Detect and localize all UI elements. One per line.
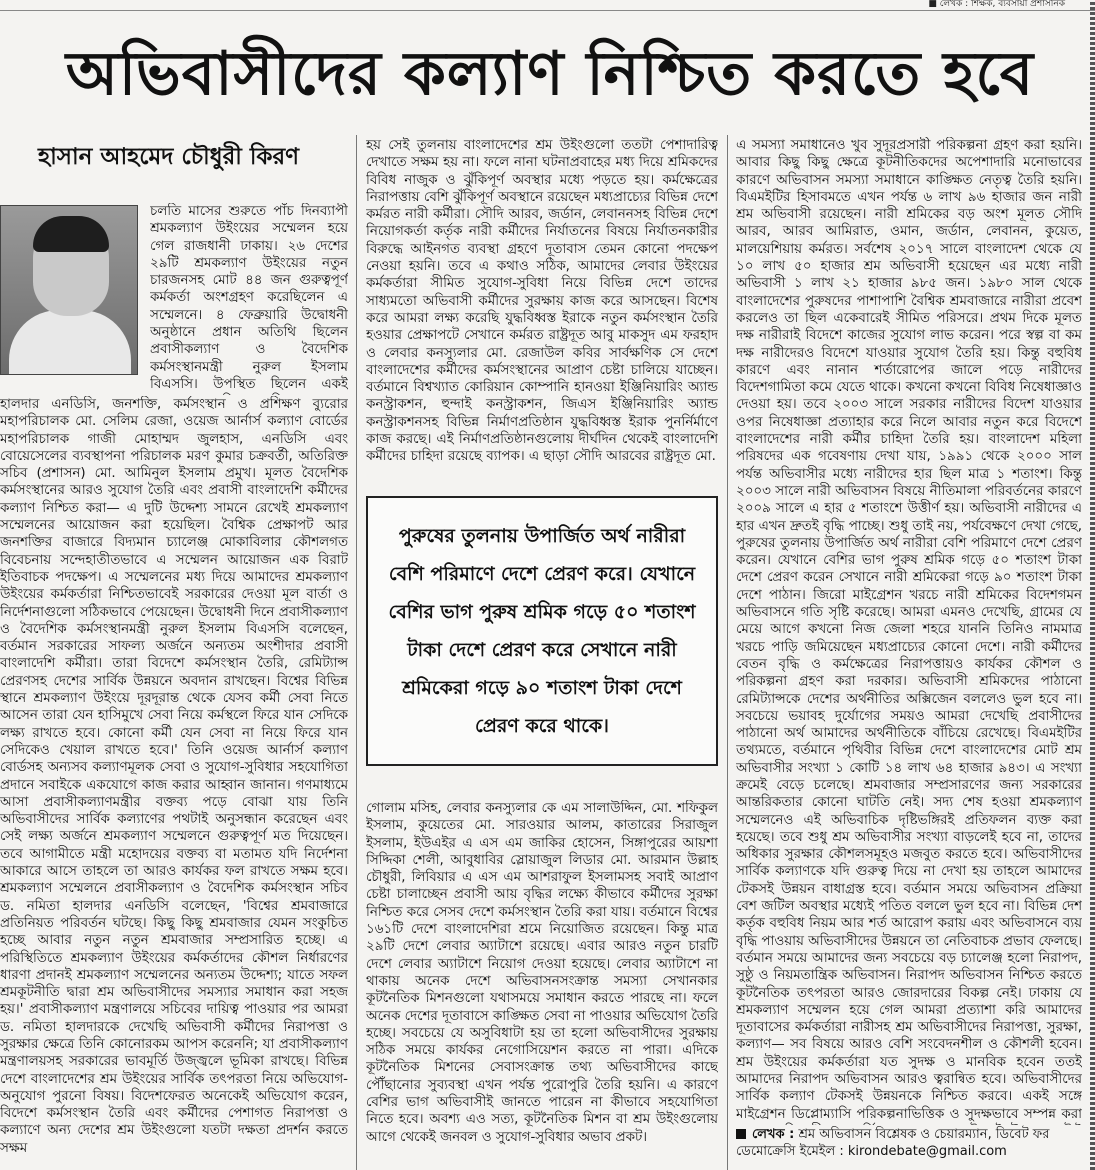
photo-hair-shape xyxy=(33,216,109,252)
top-strip-right: ■ লেখক : শিক্ষক, ব্যবসায়ী প্রশাসনিক xyxy=(928,0,1065,9)
article-headline: অভিবাসীদের কল্যাণ নিশ্চিত করতে হবে xyxy=(65,39,1035,109)
column-divider-2 xyxy=(727,135,728,1170)
top-strip xyxy=(0,0,1095,11)
author-note-text: শ্রম অভিবাসন বিশ্লেষক ও চেয়ারম্যান, ডিবেট ফর ডেমোক্রেসি ইমেইল : kirondebate@gmail.com xyxy=(736,1127,1050,1159)
pull-quote-box xyxy=(366,496,718,766)
column-2-top xyxy=(366,137,718,485)
author-note xyxy=(736,1126,1082,1160)
article-byline: হাসান আহমেদ চৌধুরী কিরণ xyxy=(38,144,300,170)
column-2-bottom-text: গোলাম মসিহ, লেবার কনস্যুলার কে এম সালাউদ্দিন, মো. শফিকুল ইসলাম, কুয়েতের মো. সারওয়ার আলম, কাতারের সিরাজুল ইসলাম, ইউএইর এ এস এম জাকির হোসেন, সিঙ্গাপুরের আয়শা সিদ্দিকা শেলী, আবুধাবির স্লোয়াজুল লিডার মো. আরমান উল্লাহ চৌধুরী, লিবিয়ার এ এস এম আশরাফুল ইসলামসহ সবাই আপ্রাণ চেষ্টা চালাচ্ছেন প্রবাসী আয় বৃদ্ধির লক্ষ্যে কীভাবে কর্মীদের সুরক্ষা নিশ্চিত করে সেসব দেশে কর্মসংস্থান তৈরি করা যায়। বর্তমানে বিশ্বের ১৬১টি দেশে বাংলাদেশিরা শ্রমে নিয়োজিত রয়েছেন। কিন্তু মাত্র ২৯টি দেশে লেবার অ্যাটাশে রয়েছে। এবার আরও নতুন চারটি দেশে লেবার অ্যাটাশে নিয়োগ দেওয়া হয়েছে। লেবার অ্যাটাশে না থাকায় অনেক দেশে অভিবাসনসংক্রান্ত সমস্যা সেখানকার কূটনৈতিক মিশনগুলো যথাসময়ে সমাধান করতে পারছে না। ফলে অনেক দেশের দূতাবাসে কাঙ্ক্ষিত সেবা না পাওয়ার অভিযোগ তৈরি হচ্ছে। সবচেয়ে যে অসুবিধাটা হয় তা হলো অভিবাসীদের সুরক্ষায় সঠিক সময়ে কার্যকর নেগোসিয়েশন করতে না পারা। এদিকে কূটনৈতিক মিশনের সেবাসংক্রান্ত তথ্য অভিবাসীদের কাছে পৌঁছানোর সুব্যবস্থা এখন পর্যন্ত পুরোপুরি তৈরি হয়নি। এ কারণে বেশির ভাগ অভিবাসীই জানতে পারেন না কীভাবে সহযোগিতা নিতে হবে। অবশ্য এও সত্য, কূটনৈতিক মিশন বা শ্রম উইংগুলোয় আগে থেকেই জনবল ও সুযোগ-সুবিধার অভাব প্রকট। xyxy=(366,801,718,1145)
column-divider-1 xyxy=(356,135,357,1170)
column-1-body xyxy=(0,396,348,1170)
pull-quote-text: পুরুষের তুলনায় উপার্জিত অর্থ নারীরা বেশি পরিমাণে দেশে প্রেরণ করে। যেখানে বেশির ভাগ পুরুষ শ্রমিক গড়ে ৫০ শতাংশ টাকা দেশে প্রেরণ করে সেখানে নারী শ্রমিকেরা গড়ে ৯০ শতাংশ টাকা দেশে প্রেরণ করে থাকে। xyxy=(388,525,696,737)
column-2-bottom xyxy=(366,800,718,1170)
column-3-text: এ সমস্যা সমাধানেও খুব সুদূরপ্রসারী পরিকল্পনা গ্রহণ করা হয়নি। আবার কিছু কিছু ক্ষেত্রে কূটনীতিকদের অপেশাদারি মনোভাবের কারণে অভিবাসন সমস্যা সমাধানে কাঙ্ক্ষিত নেতৃত্ব তৈরি হয়নি। বিএমইটির হিসাবমতে এখন পর্যন্ত ৬ লাখ ৯৬ হাজার জন নারী শ্রম অভিবাসী রয়েছেন। নারী শ্রমিকের বড় অংশ মূলত সৌদি আরব, আরব আমিরাত, ওমান, জর্ডান, লেবানন, কুয়েত, মালয়েশিয়ায় কর্মরত। সর্বশেষ ২০১৭ সালে বাংলাদেশ থেকে যে ১০ লাখ ৫০ হাজার শ্রম অভিবাসী হয়েছেন এর মধ্যে নারী অভিবাসী ১ লাখ ২১ হাজার ৯৮৫ জন। ১৯৮০ সাল থেকে বাংলাদেশের পুরুষদের পাশাপাশি বৈশ্বিক শ্রমবাজারে নারীরা প্রবেশ করলেও তা ছিল একেবারেই সীমিত পরিসরে। প্রথম দিকে মূলত দক্ষ নারীরাই বিদেশে কাজের সুযোগ লাভ করেন। পরে স্বল্প বা কম দক্ষ নারীদেরও বিদেশে যাওয়ার সুযোগ তৈরি হয়। কিন্তু বহুবিধ কারণে এবং নানান শর্তারোপের জালে পড়ে নারীদের বিদেশগামিতা কমে যেতে থাকে। কখনো কখনো বিবিধ নিষেধাজ্ঞাও দেওয়া হয়। তবে ২০০৩ সালে সরকার নারীদের বিদেশ যাওয়ার ওপর নিষেধাজ্ঞা প্রত্যাহার করে নিলে আবার নতুন করে বিদেশে বাংলাদেশের নারী কর্মীর চাহিদা তৈরি হয়। বাংলাদেশ মহিলা পরিষদের এক গবেষণায় দেখা যায়, ১৯৯১ থেকে ২০০০ সাল পর্যন্ত অভিবাসীর মধ্যে নারীদের হার ছিল মাত্র ১ শতাংশ। কিন্তু ২০০৩ সালে নারী অভিবাসন বিষয়ে নীতিমালা পরিবর্তনের কারণে ২০০৯ সালে এ হার ৫ শতাংশে উত্তীর্ণ হয়। অভিবাসী নারীদের এ হার এখন দ্রুতই বৃদ্ধি পাচ্ছে। শুধু তাই নয়, পর্যবেক্ষণে দেখা গেছে, পুরুষের তুলনায় উপার্জিত অর্থ নারীরা বেশি পরিমাণে দেশে প্রেরণ করেন। যেখানে বেশির ভাগ পুরুষ শ্রমিক গড়ে ৫০ শতাংশ টাকা দেশে প্রেরণ করেন সেখানে নারী শ্রমিকেরা গড়ে ৯০ শতাংশ টাকা দেশে পাঠান। জিরো মাইগ্রেশন খরচে নারী শ্রমিকের বিদেশগমন অভিবাসনে গতি সৃষ্টি করেছে। আমরা এমনও দেখেছি, গ্রামের যে মেয়ে আগে কখনো নিজ জেলা শহরে যাননি তিনিও নামমাত্র খরচে পাড়ি জমিয়েছেন মধ্যপ্রাচ্যের কোনো দেশে। নারী কর্মীদের বেতন বৃদ্ধি ও কর্মক্ষেত্রের নিরাপত্তায়ও কার্যকর কৌশল ও পরিকল্পনা গ্রহণ করা দরকার। অভিবাসী শ্রমিকদের পাঠানো রেমিট্যান্সকে দেশের অর্থনীতির অক্সিজেন বললেও ভুল হবে না। সবচেয়ে ভয়াবহ দুর্যোগের সময়ও আমরা দেখেছি প্রবাসীদের পাঠানো অর্থ আমাদের অর্থনীতিকে বাঁচিয়ে রেখেছে। বিএমইটির তথ্যমতে, বর্তমানে পৃথিবীর বিভিন্ন দেশে বাংলাদেশের মোট শ্রম অভিবাসীর সংখ্যা ১ কোটি ১৪ লাখ ৬৪ হাজার ৯৪৩। এ সংখ্যা ক্রমেই বেড়ে চলেছে। শ্রমবাজার সম্প্রসারণের জন্য সরকারের আন্তরিকতার কোনো ঘাটতি নেই। সদ্য শেষ হওয়া শ্রমকল্যাণ সম্মেলনেও এই অভিবাচিক দৃষ্টিভঙ্গিরই প্রতিফলন ব্যক্ত করা হয়েছে। তবে শুধু শ্রম অভিবাসীর সংখ্যা বাড়লেই হবে না, তাদের অধিকার সুরক্ষার কৌশলসমূহও মজবুত করতে হবে। অভিবাসীদের সার্বিক কল্যাণকে যদি গুরুত্ব দিয়ে না দেখা হয় তাহলে আমাদের টেকসই উন্নয়ন বাধাগ্রস্ত হবে। বর্তমান সময়ে অভিবাসন প্রক্রিয়া বেশ জটিল অবস্থার মধ্যেই পতিত বললে ভুল হবে না। বিভিন্ন দেশ কর্তৃক বহুবিধ নিয়ম আর শর্ত আরোপ করায় এবং অভিবাসনে ব্যয় বৃদ্ধি পাওয়ায় অভিবাসীদের উন্নয়নে তা নেতিবাচক প্রভাব ফেলছে। বর্তমান সময়ে আমাদের জন্য সবচেয়ে বড় চ্যালেঞ্জ হলো নিরাপদ, সুষ্ঠু ও নিয়মতান্ত্রিক অভিবাসন। নিরাপদ অভিবাসন নিশ্চিত করতে কূটনৈতিক তৎপরতা আরও জোরদারের বিকল্প নেই। ঢাকায় যে শ্রমকল্যাণ সম্মেলন হয়ে গেল আমরা প্রত্যাশা করি আমাদের দূতাবাসের কর্মকর্তারা নারীসহ শ্রম অভিবাসীদের নিরাপত্তা, সুরক্ষা, কল্যাণ— সব বিষয়ে আরও বেশি সংবেদনশীল ও কৌশলী হবেন। শ্রম উইংয়ের কর্মকর্তারা যত সুদক্ষ ও মানবিক হবেন ততই আমাদের নিরাপদ অভিবাসন আরও ত্বরান্বিত হবে। অভিবাসীদের সার্বিক কল্যাণ টেকসই উন্নয়নকে নিশ্চিত করবে। একই সঙ্গে মাইগ্রেশন ডিপ্লোম্যাসি পরিকল্পনাভিত্তিক ও সুদক্ষভাবে সম্পন্ন করা xyxy=(736,138,1082,1122)
column-1-top xyxy=(150,203,348,395)
page-edge-rule xyxy=(1090,0,1095,1170)
column-1-top-text: চলতি মাসের শুরুতে পাঁচ দিনব্যাপী শ্রমকল্যাণ উইংয়ের সম্মেলন হয়ে গেল রাজধানী ঢাকায়। ২৬ দেশের ২৯টি শ্রমকল্যাণ উইংয়ের নতুন চারজনসহ মোট ৪৪ জন গুরুত্বপূর্ণ কর্মকর্তা অংশগ্রহণ করেছিলেন এ সম্মেলনে। ৪ ফেব্রুয়ারি উদ্বোধনী অনুষ্ঠানে প্রধান অতিথি ছিলেন প্রবাসীকল্যাণ ও বৈদেশিক কর্মসংস্থানমন্ত্রী নুরুল ইসলাম বিএসসি। উপস্থিত ছিলেন একই xyxy=(150,204,348,392)
author-photo xyxy=(0,205,138,375)
column-3 xyxy=(736,137,1082,1125)
square-bullet-icon xyxy=(736,1129,746,1139)
column-1-body-text: হালদার এনডিসি, জনশক্তি, কর্মসংস্থান ও প্রশিক্ষণ ব্যুরোর মহাপরিচালক মো. সেলিম রেজা, ওয়েজ আর্নার্স কল্যাণ বোর্ডের মহাপরিচালক গাজী মোহাম্মদ জুলহাস, এনডিসি এবং বোয়েসেলের ব্যবস্থাপনা পরিচালক মরণ কুমার চক্রবর্তী, অতিরিক্ত সচিব (প্রশাসন) মো. আমিনুল ইসলাম প্রমুখ। মূলত বৈদেশিক কর্মসংস্থানের আরও সুযোগ তৈরি এবং প্রবাসী বাংলাদেশি কর্মীদের কল্যাণ নিশ্চিত করা— এ দুটি উদ্দেশ্য সামনে রেখেই শ্রমকল্যাণ সম্মেলনের আয়োজন করা হয়েছিল। বৈশ্বিক প্রেক্ষাপট আর জনশক্তির বাজারে বিদ্যমান চ্যালেঞ্জ মোকাবিলার কৌশলগত বিবেচনায় সন্দেহাতীতভাবে এ সম্মেলন আয়োজন এক বিরাট ইতিবাচক পদক্ষেপ। এ সম্মেলনের মধ্য দিয়ে আমাদের শ্রমকল্যাণ উইংয়ের কর্মকর্তারা নিশ্চিতভাবেই সরকারের দেওয়া মূল বার্তা ও নির্দেশনাগুলো সঠিকভাবে পেয়েছেন। উদ্বোধনী দিনে প্রবাসীকল্যাণ ও বৈদেশিক কর্মসংস্থানমন্ত্রী নুরুল ইসলাম বিএসসি বলেছেন, বর্তমান সরকারের সাফল্য অর্জনে অন্যতম অংশীদার প্রবাসী বাংলাদেশি কর্মীরা। তারা বিদেশে কর্মসংস্থান তৈরি, রেমিট্যান্স প্রেরণসহ দেশের সার্বিক উন্নয়নে অবদান রাখছেন। বিশ্বের বিভিন্ন স্থানে শ্রমকল্যাণ উইংয়ে দূরদূরান্ত থেকে যেসব কর্মী সেবা নিতে আসেন তারা যেন হাসিমুখে সেবা নিয়ে কর্মস্থলে ফিরে যান সেদিকে লক্ষ্য রাখতে হবে। কোনো কর্মী যেন সেবা না নিয়ে ফিরে যান সেদিকেও খেয়াল রাখতে হবে।' তিনি ওয়েজ আর্নার্স কল্যাণ বোর্ডসহ অন্যসব কল্যাণমূলক সেবা ও সুযোগ-সুবিধার সহযোগিতা প্রদানে সবাইকে একযোগে কাজ করার আহ্বান জানান। গণমাধ্যমে আসা প্রবাসীকল্যাণমন্ত্রীর বক্তব্য পড়ে বোঝা যায় তিনি অভিবাসীদের সার্বিক কল্যাণের পথটাই অনুসন্ধান করেছেন এবং সেই লক্ষ্য অর্জনে শ্রমকল্যাণ সম্মেলনে গুরুত্বপূর্ণ মত দিয়েছেন। তবে আগামীতে মন্ত্রী মহোদয়ের বক্তব্য বা মতামত যদি নির্দেশনা আকারে আসে তাহলে তা আরও কার্যকর ফল রাখতে সক্ষম হবে। শ্রমকল্যাণ সম্মেলনে প্রবাসীকল্যাণ ও বৈদেশিক কর্মসংস্থান সচিব ড. নমিতা হালদার এনডিসি বলেছেন, 'বিশ্বের শ্রমবাজারে প্রতিনিয়ত পরিবর্তন ঘটছে। কিছু কিছু শ্রমবাজার যেমন সংকুচিত হচ্ছে আবার নতুন নতুন শ্রমবাজার সম্প্রসারিত হচ্ছে। এ পরিস্থিতিতে শ্রমকল্যাণ উইংয়ের কর্মকর্তাদের কৌশল নির্ধারণের ধারণা প্রদানই শ্রমকল্যাণ সম্মেলনের অন্যতম উদ্দেশ্য; যাতে সফল শ্রমকূটনীতি দ্বারা শ্রম অভিবাসীদের সমস্যার সমাধান করা সহজ হয়।' প্রবাসীকল্যাণ মন্ত্রণালয়ে সচিবের দায়িত্ব পাওয়ার পর আমরা ড. নমিতা হালদারকে দেখেছি অভিবাসী কর্মীদের নিরাপত্তা ও সুরক্ষার ক্ষেত্রে তিনি কোনোরকম আপস করেননি; যা প্রবাসীকল্যাণ মন্ত্রণালয়সহ সরকারের ভাবমূর্তি উজ্জ্বলে ভূমিকা রাখছে। বিভিন্ন দেশে বাংলাদেশের শ্রম উইংয়ের সার্বিক তৎপরতা নিয়ে অভিযোগ-অনুযোগ পুরনো বিষয়। বিদেশফেরত অনেকেই অভিযোগ করেন, বিদেশে কর্মসংস্থান তৈরি এবং কর্মীদের পেশাগত নিরাপত্তা ও কল্যাণে অন্য দেশের শ্রম উইংগুলো যতটা দক্ষতা প্রদর্শন করতে সক্ষম xyxy=(0,397,348,1156)
photo-body-shape xyxy=(9,310,131,375)
author-note-label: লেখক : xyxy=(752,1127,795,1142)
column-2-top-text: হয় সেই তুলনায় বাংলাদেশের শ্রম উইংগুলো ততটা পেশাদারিত্ব দেখাতে সক্ষম হয় না। ফলে নানা ঘটনাপ্রবাহের মধ্য দিয়ে শ্রমিকদের বিবিধ নাজুক ও ঝুঁকিপূর্ণ অবস্থার মধ্যে পড়তে হয়। কর্মক্ষেত্রের নিরাপত্তায় বেশি ঝুঁকিপূর্ণ অবস্থানে রয়েছেন মধ্যপ্রাচ্যের বিভিন্ন দেশে কর্মরত নারী কর্মীরা। সৌদি আরব, জর্ডান, লেবাননসহ বিভিন্ন দেশে নিয়োগকর্তা কর্তৃক নারী কর্মীদের নির্যাতনের বিষয়ে নির্যাতনকারীর বিরুদ্ধে আইনগত ব্যবস্থা গ্রহণে দূতাবাস তেমন কোনো পদক্ষেপ নেওয়া হয়নি। তবে এ কথাও সঠিক, আমাদের লেবার উইংয়ের কর্মকর্তারা সীমিত সুযোগ-সুবিধা নিয়ে বিভিন্ন দেশে তাদের সাধ্যমতো অভিবাসী কর্মীদের সুরক্ষায় কাজ করে আসছেন। বিশেষ করে আমরা লক্ষ্য করেছি যুদ্ধবিধ্বস্ত ইরাকে নতুন কর্মসংস্থান তৈরি হওয়ার প্রেক্ষাপটে সেখানে কর্মরত রাষ্ট্রদূত আবু মাকসুদ এম ফরহাদ ও লেবার কনস্যুলার মো. রেজাউল কবির সার্বক্ষণিক সে দেশে বাংলাদেশের কর্মীদের কর্মসংস্থানের আপ্রাণ চেষ্টা চালিয়ে যাচ্ছেন। বর্তমানে বিশ্বখ্যাত কোরিয়ান কোম্পানি হানওয়া ইঞ্জিনিয়ারিং অ্যান্ড কনস্ট্রাকশন, হুন্দাই কনস্ট্রাকশন, জিএস ইঞ্জিনিয়ারিং অ্যান্ড কনস্ট্রাকশনসহ বিভিন্ন নির্মাণপ্রতিষ্ঠান যুদ্ধবিধ্বস্ত ইরাক পুনর্নির্মাণে কাজ করছে। এই নির্মাণপ্রতিষ্ঠানগুলোয় দীর্ঘদিন থেকেই বাংলাদেশি কর্মীদের চাহিদা রয়েছে ব্যাপক। এ ছাড়া সৌদি আরবের রাষ্ট্রদূত মো. xyxy=(366,138,718,465)
